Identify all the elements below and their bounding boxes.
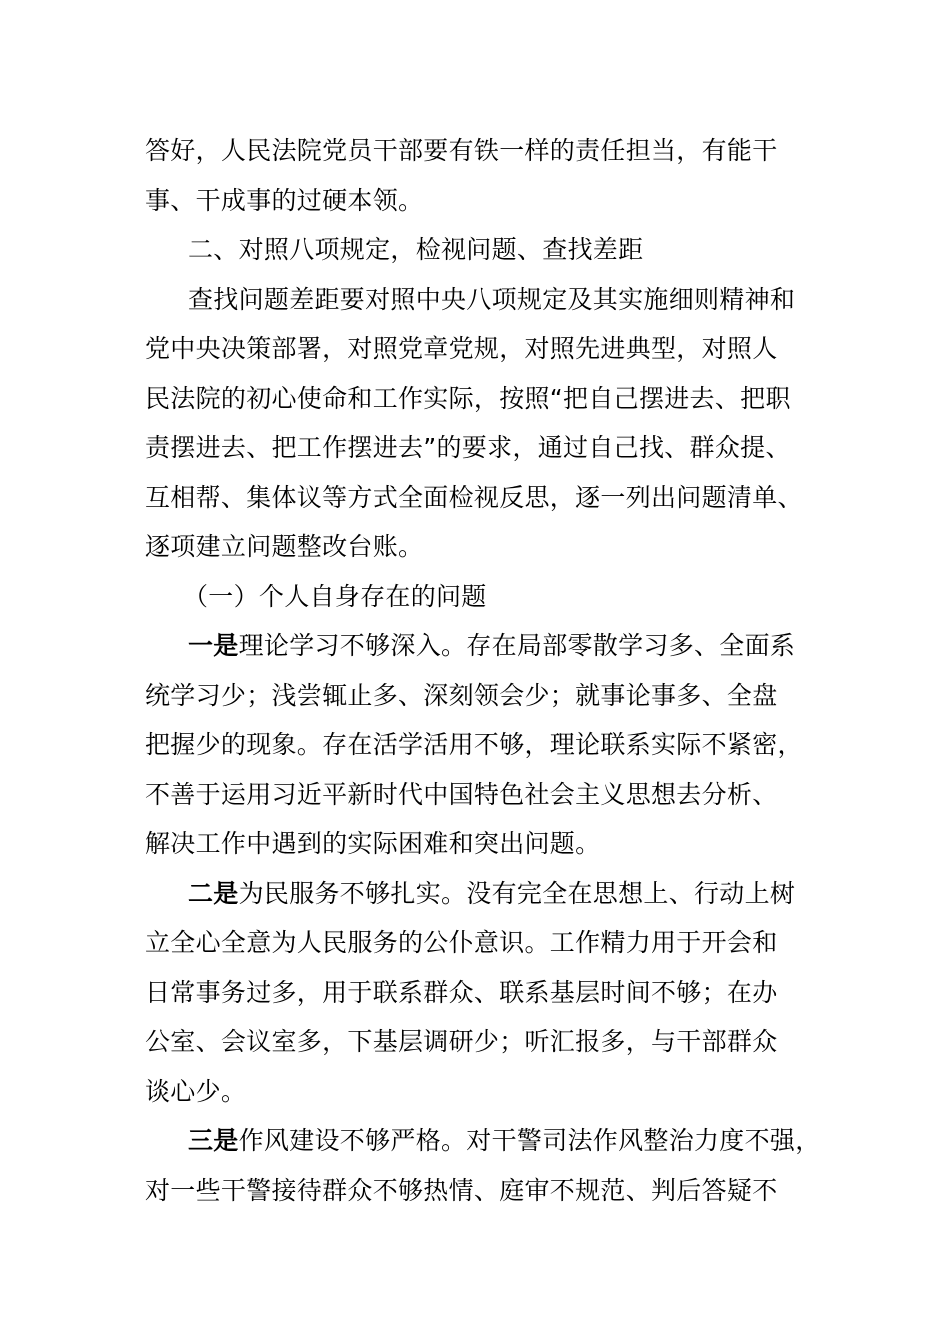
paragraph-line — [145, 1116, 835, 1166]
paragraph-line: 事、干成事的过硬本领。 — [145, 185, 424, 215]
paragraph-text: 理论学习不够深入。存在局部零散学习多、全面系 — [238, 631, 796, 660]
paragraph-text: 作风建设不够严格。对干警司法作风整治力度不强， — [238, 1126, 821, 1155]
subsection-heading: （一）个人自身存在的问题 — [183, 581, 487, 611]
paragraph-line: 解决工作中遇到的实际困难和突出问题。 — [145, 829, 601, 858]
paragraph-line: 不善于运用习近平新时代中国特色社会主义思想去分析、 — [145, 779, 778, 809]
paragraph-line: 日常事务过多，用于联系群众、联系基层时间不够；在办 — [145, 977, 778, 1007]
paragraph-line: 互相帮、集体议等方式全面检视反思，逐一列出问题清单、 — [145, 482, 803, 512]
paragraph-line: 民法院的初心使命和工作实际，按照“把自己摆进去、把职 — [145, 383, 791, 413]
paragraph-line: 党中央决策部署，对照党章党规，对照先进典型，对照人 — [145, 334, 778, 363]
section-heading: 二、对照八项规定，检视问题、查找差距 — [188, 235, 644, 264]
paragraph-line: 逐项建立问题整改台账。 — [145, 532, 424, 561]
paragraph-line: 责摆进去、把工作摆进去”的要求，通过自己找、群众提、 — [145, 433, 791, 462]
paragraph-line: 答好，人民法院党员干部要有铁一样的责任担当，有能干 — [145, 136, 778, 165]
paragraph-line: 把握少的现象。存在活学活用不够，理论联系实际不紧密， — [145, 730, 803, 759]
paragraph-line: 统学习少；浅尝辄止多、深刻领会少；就事论事多、全盘 — [145, 680, 778, 710]
lead-label: 一是 — [188, 631, 239, 660]
lead-label: 三是 — [188, 1126, 239, 1155]
lead-label: 二是 — [188, 878, 239, 908]
paragraph-line — [145, 869, 835, 919]
paragraph-line — [145, 621, 835, 671]
paragraph-line: 立全心全意为人民服务的公仆意识。工作精力用于开会和 — [145, 928, 778, 957]
paragraph-line: 谈心少。 — [145, 1076, 247, 1106]
paragraph-line: 对一些干警接待群众不够热情、庭审不规范、判后答疑不 — [145, 1175, 778, 1205]
paragraph-line: 公室、会议室多，下基层调研少；听汇报多，与干部群众 — [145, 1027, 778, 1056]
paragraph-text: 为民服务不够扎实。没有完全在思想上、行动上树 — [238, 878, 796, 908]
paragraph-line: 查找问题差距要对照中央八项规定及其实施细则精神和 — [188, 284, 796, 314]
document-body — [145, 126, 835, 1215]
